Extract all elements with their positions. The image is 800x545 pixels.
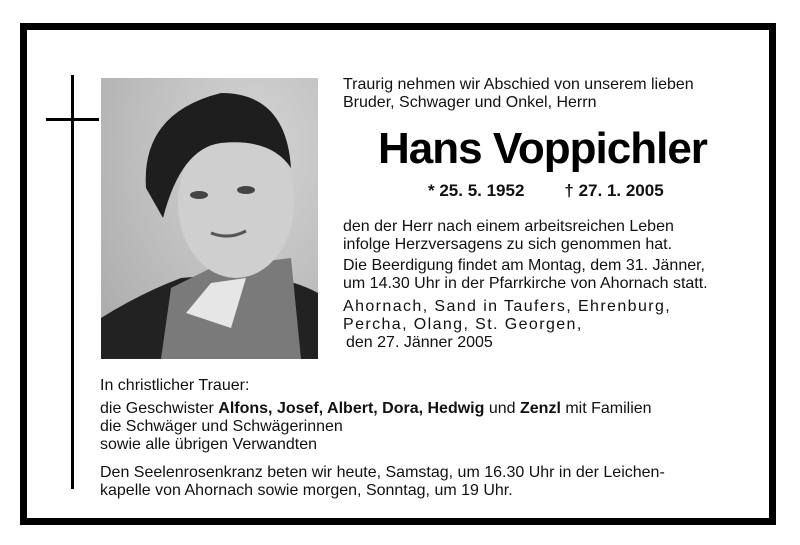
places-text <box>343 298 671 352</box>
rosary-line-1: Den Seelenrosenkranz beten wir heute, Samstag, um 16.30 Uhr in der Leichen- <box>100 464 665 481</box>
funeral-line-2: um 14.30 Uhr in der Pfarrkirche von Ahornach statt. <box>343 275 708 292</box>
death-date: † 27. 1. 2005 <box>564 181 664 200</box>
siblings-prefix: die Geschwister <box>100 400 214 417</box>
siblings-suffix: mit Familien <box>565 400 652 417</box>
places-line-2: Percha, Olang, St. Georgen, <box>343 316 583 333</box>
siblings-last: Zenzl <box>520 400 561 417</box>
birth-date: * 25. 5. 1952 <box>428 181 525 200</box>
passing-text <box>343 218 674 254</box>
mourners-list <box>100 400 652 454</box>
inlaws-line: die Schwäger und Schwägerinnen <box>100 418 343 435</box>
rosary-line-2: kapelle von Ahornach sowie morgen, Sonntag, um 19 Uhr. <box>100 482 513 499</box>
mourning-heading: In christlicher Trauer: <box>100 377 250 394</box>
cross-icon-horizontal <box>46 118 99 121</box>
life-dates <box>428 181 704 201</box>
siblings-and: und <box>488 400 516 417</box>
intro-line-2: Bruder, Schwager und Onkel, Herrn <box>343 94 597 111</box>
portrait-photo <box>101 78 318 359</box>
intro-text <box>343 76 694 112</box>
intro-line-1: Traurig nehmen wir Abschied von unserem lieben <box>343 76 694 93</box>
siblings-names: Alfons, Josef, Albert, Dora, Hedwig <box>218 400 485 417</box>
siblings-line <box>100 400 652 418</box>
deceased-name: Hans Voppichler <box>378 124 707 173</box>
relatives-line: sowie alle übrigen Verwandten <box>100 436 318 453</box>
funeral-line-1: Die Beerdigung findet am Montag, dem 31. Jänner, <box>343 257 705 274</box>
funeral-text <box>343 257 708 293</box>
rosary-text <box>100 464 665 500</box>
cross-icon-vertical <box>71 75 74 489</box>
passing-line-1: den der Herr nach einem arbeitsreichen Leben <box>343 218 674 235</box>
places-line-1: Ahornach, Sand in Taufers, Ehrenburg, <box>343 298 672 315</box>
passing-line-2: infolge Herzversagens zu sich genommen hat. <box>343 236 673 253</box>
date-line: den 27. Jänner 2005 <box>346 334 493 351</box>
